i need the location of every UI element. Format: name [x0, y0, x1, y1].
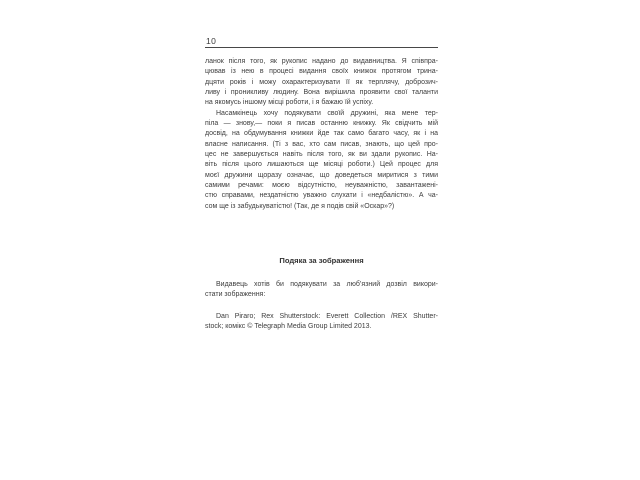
- page-number: 10: [206, 36, 217, 46]
- text-column: [205, 0, 438, 480]
- text-line: стати зображення:: [205, 291, 266, 299]
- text-line: сом ще із забудькуватістю! (Так, де я подів свій «Оскар»?): [205, 202, 395, 210]
- paragraph-thanks-wife: [205, 109, 438, 212]
- text-line: досвід, на обдумування книжки йде так само багато часу, як і на: [205, 130, 438, 138]
- header-rule: [205, 47, 438, 48]
- text-line: піла — знову,— поки я писав останню книжку. Як свідчить мій: [205, 120, 438, 128]
- text-line: Видавець хотів би подякувати за люб’язний дозвіл викори-: [216, 281, 438, 288]
- text-line: самими речами: моєю відсутністю, неуважністю, завантажені-: [205, 182, 438, 190]
- text-line: Dan Piraro; Rex Shutterstock: Everett Collection /REX Shutter-: [216, 313, 438, 320]
- text-line: stock; комікс © Telegraph Media Group Limited 2013.: [205, 323, 372, 331]
- text-line: цював із нею в процесі видання своїх книжок протягом трина-: [205, 68, 438, 76]
- section-heading: Подяка за зображення: [279, 256, 364, 265]
- image-credits: [205, 312, 438, 333]
- text-line: моєї дружини щоразу означає, що доведеться миритися з тими: [205, 171, 438, 179]
- text-line: ланок після того, як рукопис надано до видавництва. Я співпра-: [205, 58, 438, 65]
- text-line: ливу і проникливу людину. Вона вирішила проявити свої таланти: [205, 89, 438, 97]
- text-line: власне написання. (Ті з вас, хто сам писав, знають, що цей про-: [205, 140, 438, 148]
- text-line: віть після цього лишаються ще місяці роботи.) Цей процес для: [205, 161, 438, 169]
- text-line: на якомусь іншому місці роботи, і я бажаю їй успіху.: [205, 99, 374, 107]
- text-line: Насамкінець хочу подякувати своїй дружині, яка мене тер-: [216, 109, 438, 117]
- paragraph-continuation: [205, 57, 438, 109]
- text-line: цес не завершується навіть після того, як ви здали рукопис. На-: [205, 151, 438, 159]
- publisher-note: [205, 280, 438, 301]
- text-line: дцяти років і можу охарактеризувати її як терплячу, доброзич-: [205, 78, 438, 86]
- text-line: стю справами, нездатністю уважно слухати і «недбалістю». А ча-: [205, 192, 438, 200]
- acknowledgements-body: [205, 57, 438, 212]
